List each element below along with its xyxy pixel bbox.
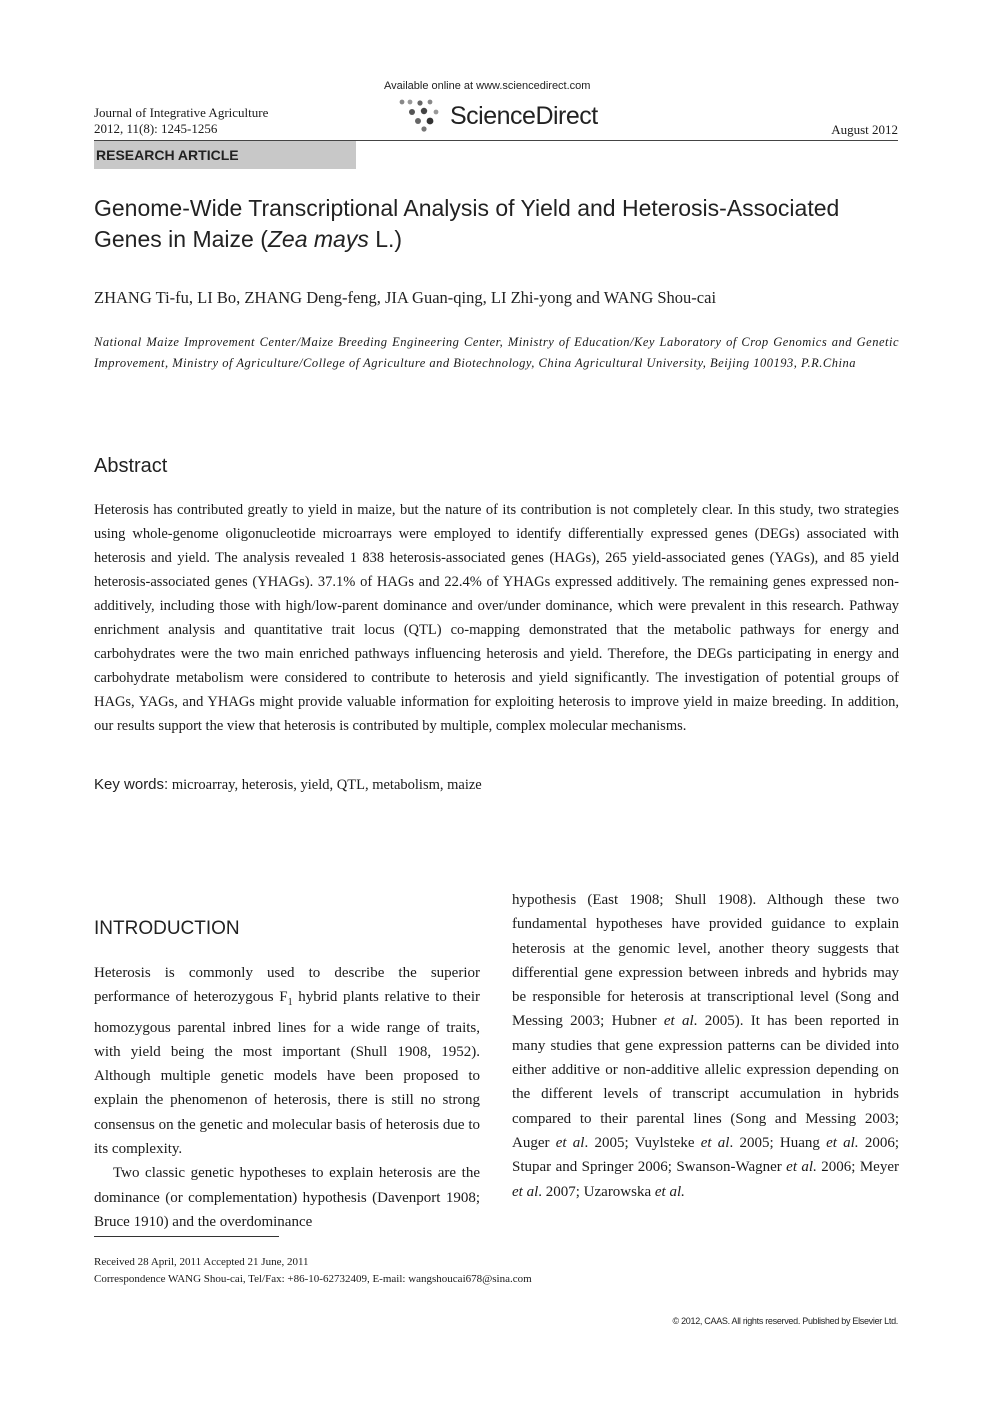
journal-name: Journal of Integrative Agriculture xyxy=(94,105,269,120)
journal-info xyxy=(94,105,268,137)
sciencedirect-dots-icon xyxy=(398,98,444,134)
author-list: ZHANG Ti-fu, LI Bo, ZHANG Deng-feng, JIA Guan-qing, LI Zhi-yong and WANG Shou-cai xyxy=(94,288,717,307)
paragraph: Two classic genetic hypotheses to explain heterosis are the dominance (or complementation) hypothesis (Davenport 1908; Bruce 1910) and the overdominance xyxy=(94,1165,480,1230)
body-column-left xyxy=(94,961,480,1234)
affiliation: National Maize Improvement Center/Maize Breeding Engineering Center, Ministry of Education/Key Laboratory of Crop Genomics and Genetic Improvement, Ministry of Agriculture/College of Agriculture and Biotechnology, China Agricultural University, Beijing 100193, P.R.China xyxy=(94,335,899,370)
abstract-heading: Abstract xyxy=(94,455,168,477)
keywords-list: microarray, heterosis, yield, QTL, metabolism, maize xyxy=(168,777,482,793)
sciencedirect-logo xyxy=(398,98,638,138)
received-dates: Received 28 April, 2011 Accepted 21 June, 2011 xyxy=(94,1256,309,1268)
copyright-notice: © 2012, CAAS. All rights reserved. Published by Elsevier Ltd. xyxy=(672,1316,898,1326)
sciencedirect-logo-text: ScienceDirect xyxy=(450,102,598,130)
article-title: Genome-Wide Transcriptional Analysis of Yield and Heterosis-Associated Genes in Maize (Zea mays L.) xyxy=(94,195,840,252)
journal-issue: 2012, 11(8): 1245-1256 xyxy=(94,121,218,136)
article-type-banner xyxy=(94,141,356,169)
paragraph: hypothesis (East 1908; Shull 1908). Although these two fundamental hypotheses have provided guidance to explain heterosis at the genomic level, another theory suggests that differential gene expression between inbreds and hybrids may be responsible for heterosis at transcriptional level (Song and Messing 2003; Hubner et al. 2005). It has been reported in many studies that gene expression patterns can be divided into either additive or non-additive allelic expression depending on the different levels of transcript accumulation in hybrids compared to their parental lines (Song and Messing 2003; Auger et al. 2005; Vuylsteke et al. 2005; Huang et al. 2006; Stupar and Springer 2006; Swanson-Wagner et al. 2006; Meyer et al. 2007; Uzarowska et al. xyxy=(512,892,899,1200)
issue-date: August 2012 xyxy=(831,122,898,137)
keywords-label: Key words: xyxy=(94,776,169,793)
available-online-text: Available online at www.sciencedirect.com xyxy=(384,80,591,92)
species-name: Zea mays xyxy=(267,226,369,252)
paragraph: Heterosis is commonly used to describe the superior performance of heterozygous $F_1$ hybrid plants relative to their homozygous parental inbred lines for a wide range of traits, with yield being the most important (Shull 1908, 1952). Although multiple genetic models have been proposed to explain the phenomenon of heterosis, there is still no strong consensus on the genetic and molecular basis of heterosis due to its complexity. xyxy=(94,965,480,1158)
introduction-heading: INTRODUCTION xyxy=(94,918,240,939)
abstract-text: Heterosis has contributed greatly to yield in maize, but the nature of its contribution is not completely clear. In this study, two strategies using whole-genome oligonucleotide microarrays were employed to identify differentially expressed genes (DEGs) associated with heterosis and yield. The analysis revealed 1 838 heterosis-associated genes (HAGs), 265 yield-associated genes (YAGs), and 85 yield heterosis-associated genes (YHAGs). 37.1% of HAGs and 22.4% of YHAGs expressed additively. The remaining genes expressed non-additively, including those with high/low-parent dominance and over/under dominance, which were prevalent in this research. Pathway enrichment analysis and quantitative trait locus (QTL) co-mapping demonstrated that the metabolic pathways for energy and carbohydrates were the two main enriched pathways influencing heterosis and yield. Therefore, the DEGs participating in energy and carbohydrate metabolism were considered to contribute to heterosis and yield significantly. The investigation of potential groups of HAGs, YAGs, and YHAGs might provide valuable information for exploiting heterosis to improve yield in maize breeding. In addition, our results support the view that heterosis is contributed by multiple, complex molecular mechanisms. xyxy=(94,502,899,734)
correspondence: Correspondence WANG Shou-cai, Tel/Fax: +86-10-62732409, E-mail: wangshoucai678@sina.com xyxy=(94,1273,532,1285)
footnote-rule xyxy=(94,1236,279,1237)
article-type-label: RESEARCH ARTICLE xyxy=(96,147,239,163)
body-column-right xyxy=(512,888,899,1204)
keywords xyxy=(94,776,482,794)
